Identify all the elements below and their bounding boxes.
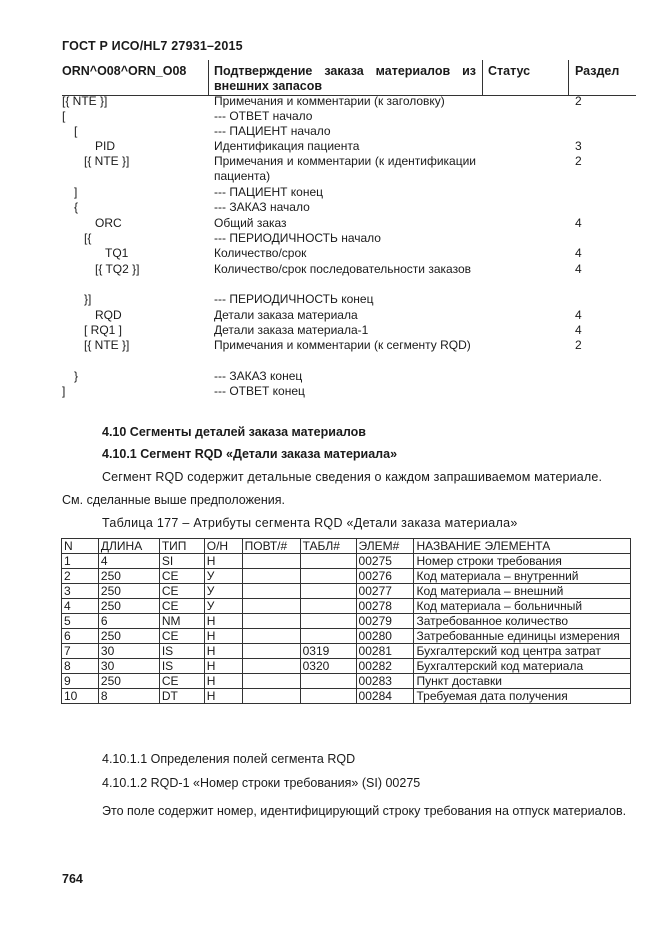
table-cell: Код материала – больничный bbox=[414, 599, 631, 614]
segment-code: [{ TQ2 }] bbox=[95, 262, 140, 276]
table-cell: 00281 bbox=[356, 644, 414, 659]
table-cell bbox=[242, 584, 300, 599]
segment-section: 4 bbox=[575, 262, 582, 276]
table-cell: CE bbox=[159, 584, 204, 599]
table-cell bbox=[242, 674, 300, 689]
segment-section: 4 bbox=[575, 246, 582, 260]
table-cell: 30 bbox=[98, 659, 159, 674]
table-cell bbox=[300, 629, 356, 644]
table-cell: 5 bbox=[62, 614, 99, 629]
column-header: ТИП bbox=[159, 539, 204, 554]
table-cell: CE bbox=[159, 599, 204, 614]
table-cell: У bbox=[204, 569, 242, 584]
col-section: Раздел bbox=[575, 64, 620, 78]
table-caption: Таблица 177 – Атрибуты сегмента RQD «Детали заказа материала» bbox=[102, 516, 518, 530]
table-cell: DT bbox=[159, 689, 204, 704]
table-cell: 9 bbox=[62, 674, 99, 689]
segment-description: --- ПАЦИЕНТ начало bbox=[214, 124, 331, 138]
segment-description: Примечания и комментарии (к заголовку) bbox=[214, 94, 445, 108]
table-cell bbox=[242, 614, 300, 629]
table-cell: 1 bbox=[62, 554, 99, 569]
segment-section: 4 bbox=[575, 308, 582, 322]
segment-description: --- ПЕРИОДИЧНОСТЬ конец bbox=[214, 292, 374, 306]
segment-code: ] bbox=[62, 384, 66, 398]
document-header: ГОСТ Р ИСО/HL7 27931–2015 bbox=[62, 39, 243, 53]
table-cell: Н bbox=[204, 554, 242, 569]
col-description: Подтверждение заказа материалов из внешних запасов bbox=[214, 64, 476, 93]
table-row bbox=[62, 569, 631, 584]
table-cell: 00284 bbox=[356, 689, 414, 704]
table-cell bbox=[300, 599, 356, 614]
table-cell: IS bbox=[159, 644, 204, 659]
table-cell: Н bbox=[204, 674, 242, 689]
table-cell bbox=[242, 599, 300, 614]
table-cell: 0319 bbox=[300, 644, 356, 659]
segment-code: [{ NTE }] bbox=[84, 338, 130, 352]
section-heading-4-10-1-1: 4.10.1.1 Определения полей сегмента RQD bbox=[102, 752, 356, 766]
table-cell bbox=[300, 614, 356, 629]
column-header: N bbox=[62, 539, 99, 554]
table-cell: 250 bbox=[98, 674, 159, 689]
table-cell: Н bbox=[204, 614, 242, 629]
table-cell bbox=[242, 554, 300, 569]
table-cell: 250 bbox=[98, 629, 159, 644]
segment-code: [ bbox=[74, 124, 78, 138]
segment-description: --- ПАЦИЕНТ конец bbox=[214, 185, 324, 199]
table-cell: 00276 bbox=[356, 569, 414, 584]
table-cell: 0320 bbox=[300, 659, 356, 674]
segment-code: [{ bbox=[84, 231, 92, 245]
column-header: ДЛИНА bbox=[98, 539, 159, 554]
segment-section: 2 bbox=[575, 154, 582, 168]
table-cell: 00277 bbox=[356, 584, 414, 599]
table-row bbox=[62, 644, 631, 659]
table-cell: Н bbox=[204, 689, 242, 704]
segment-description: --- ЗАКАЗ конец bbox=[214, 369, 303, 383]
segment-description: --- ОТВЕТ конец bbox=[214, 384, 305, 398]
table-cell: Пункт доставки bbox=[414, 674, 631, 689]
segment-section: 3 bbox=[575, 139, 582, 153]
table-cell bbox=[300, 584, 356, 599]
table-cell: 00280 bbox=[356, 629, 414, 644]
segment-description: Детали заказа материала-1 bbox=[214, 323, 369, 337]
segment-code: RQD bbox=[95, 308, 122, 322]
segment-code: TQ1 bbox=[105, 246, 129, 260]
segment-description: Детали заказа материала bbox=[214, 308, 358, 322]
table-row bbox=[62, 629, 631, 644]
table-cell: Требуемая дата получения bbox=[414, 689, 631, 704]
table-cell: IS bbox=[159, 659, 204, 674]
table-cell bbox=[300, 569, 356, 584]
segment-description: Количество/срок последовательности заказов bbox=[214, 262, 471, 276]
table-cell: У bbox=[204, 584, 242, 599]
table-cell bbox=[242, 644, 300, 659]
segment-code: [{ NTE }] bbox=[62, 94, 108, 108]
column-header: НАЗВАНИЕ ЭЛЕМЕНТА bbox=[414, 539, 631, 554]
table-cell: 00278 bbox=[356, 599, 414, 614]
message-table-header bbox=[62, 60, 636, 96]
table-cell: 00283 bbox=[356, 674, 414, 689]
table-cell: Н bbox=[204, 644, 242, 659]
table-row bbox=[62, 674, 631, 689]
table-cell: Код материала – внутренний bbox=[414, 569, 631, 584]
segment-description: --- ЗАКАЗ начало bbox=[214, 200, 310, 214]
table-cell: 4 bbox=[62, 599, 99, 614]
table-cell: Номер строки требования bbox=[414, 554, 631, 569]
segment-code: }] bbox=[84, 292, 92, 306]
table-cell: Бухгалтерский код материала bbox=[414, 659, 631, 674]
segment-code: } bbox=[74, 369, 79, 383]
column-header: ЭЛЕМ# bbox=[356, 539, 414, 554]
table-cell: 10 bbox=[62, 689, 99, 704]
table-header-row bbox=[62, 539, 631, 554]
table-row bbox=[62, 554, 631, 569]
paragraph-field-definition: Это поле содержит номер, идентифицирующий строку требования на отпуск материалов. bbox=[102, 804, 627, 818]
table-cell: Н bbox=[204, 659, 242, 674]
table-cell: Н bbox=[204, 629, 242, 644]
page-number: 764 bbox=[62, 872, 83, 886]
segment-section: 4 bbox=[575, 216, 582, 230]
section-heading-4-10-1-2: 4.10.1.2 RQD-1 «Номер строки требования» (SI) 00275 bbox=[102, 776, 421, 790]
segment-section: 2 bbox=[575, 94, 582, 108]
table-cell: 00282 bbox=[356, 659, 414, 674]
segment-code: [{ NTE }] bbox=[84, 154, 130, 168]
column-header: О/Н bbox=[204, 539, 242, 554]
segment-description: Общий заказ bbox=[214, 216, 287, 230]
table-cell: Код материала – внешний bbox=[414, 584, 631, 599]
table-cell bbox=[242, 689, 300, 704]
col-status: Статус bbox=[488, 64, 531, 78]
segment-code: ] bbox=[74, 185, 78, 199]
table-row bbox=[62, 659, 631, 674]
table-cell bbox=[300, 554, 356, 569]
segment-description: Количество/срок bbox=[214, 246, 307, 260]
table-cell: 250 bbox=[98, 569, 159, 584]
paragraph-assumptions: См. сделанные выше предположения. bbox=[62, 493, 286, 507]
segment-description: Примечания и комментарии (к идентификации пациента) bbox=[214, 154, 476, 183]
table-cell: 8 bbox=[98, 689, 159, 704]
segment-description: --- ОТВЕТ начало bbox=[214, 109, 313, 123]
segment-description: --- ПЕРИОДИЧНОСТЬ начало bbox=[214, 231, 381, 245]
segment-code: PID bbox=[95, 139, 116, 153]
table-row bbox=[62, 689, 631, 704]
table-cell: SI bbox=[159, 554, 204, 569]
table-cell: 8 bbox=[62, 659, 99, 674]
table-cell: У bbox=[204, 599, 242, 614]
table-row bbox=[62, 584, 631, 599]
table-cell: 6 bbox=[62, 629, 99, 644]
segment-section: 2 bbox=[575, 338, 582, 352]
table-cell: Затребованные единицы измерения bbox=[414, 629, 631, 644]
table-cell: 00275 bbox=[356, 554, 414, 569]
column-header: ПОВТ/# bbox=[242, 539, 300, 554]
col-message-type: ORN^O08^ORN_O08 bbox=[62, 64, 187, 78]
table-cell bbox=[242, 659, 300, 674]
table-cell: 6 bbox=[98, 614, 159, 629]
table-cell bbox=[242, 629, 300, 644]
table-cell: Затребованное количество bbox=[414, 614, 631, 629]
column-header: ТАБЛ# bbox=[300, 539, 356, 554]
table-cell: 00279 bbox=[356, 614, 414, 629]
table-cell: 3 bbox=[62, 584, 99, 599]
table-cell: 7 bbox=[62, 644, 99, 659]
table-cell bbox=[300, 674, 356, 689]
table-cell: CE bbox=[159, 629, 204, 644]
table-cell bbox=[300, 689, 356, 704]
section-heading-4-10: 4.10 Сегменты деталей заказа материалов bbox=[102, 425, 366, 439]
table-cell: 2 bbox=[62, 569, 99, 584]
paragraph-rqd-description: Сегмент RQD содержит детальные сведения о каждом запрашиваемом материале. bbox=[102, 470, 603, 484]
table-cell: 250 bbox=[98, 584, 159, 599]
table-row bbox=[62, 614, 631, 629]
segment-code: ORC bbox=[95, 216, 122, 230]
rqd-attributes-table bbox=[61, 538, 631, 704]
segment-description: Идентификация пациента bbox=[214, 139, 360, 153]
table-cell bbox=[242, 569, 300, 584]
segment-code: [ RQ1 ] bbox=[84, 323, 123, 337]
table-cell: Бухгалтерский код центра затрат bbox=[414, 644, 631, 659]
section-heading-4-10-1: 4.10.1 Сегмент RQD «Детали заказа материала» bbox=[102, 447, 398, 461]
table-cell: 30 bbox=[98, 644, 159, 659]
segment-description: Примечания и комментарии (к сегменту RQD) bbox=[214, 338, 471, 352]
table-cell: 250 bbox=[98, 599, 159, 614]
segment-code: { bbox=[74, 200, 79, 214]
segment-code: [ bbox=[62, 109, 66, 123]
table-cell: NM bbox=[159, 614, 204, 629]
table-row bbox=[62, 599, 631, 614]
table-cell: 4 bbox=[98, 554, 159, 569]
segment-section: 4 bbox=[575, 323, 582, 337]
table-cell: CE bbox=[159, 569, 204, 584]
table-cell: CE bbox=[159, 674, 204, 689]
